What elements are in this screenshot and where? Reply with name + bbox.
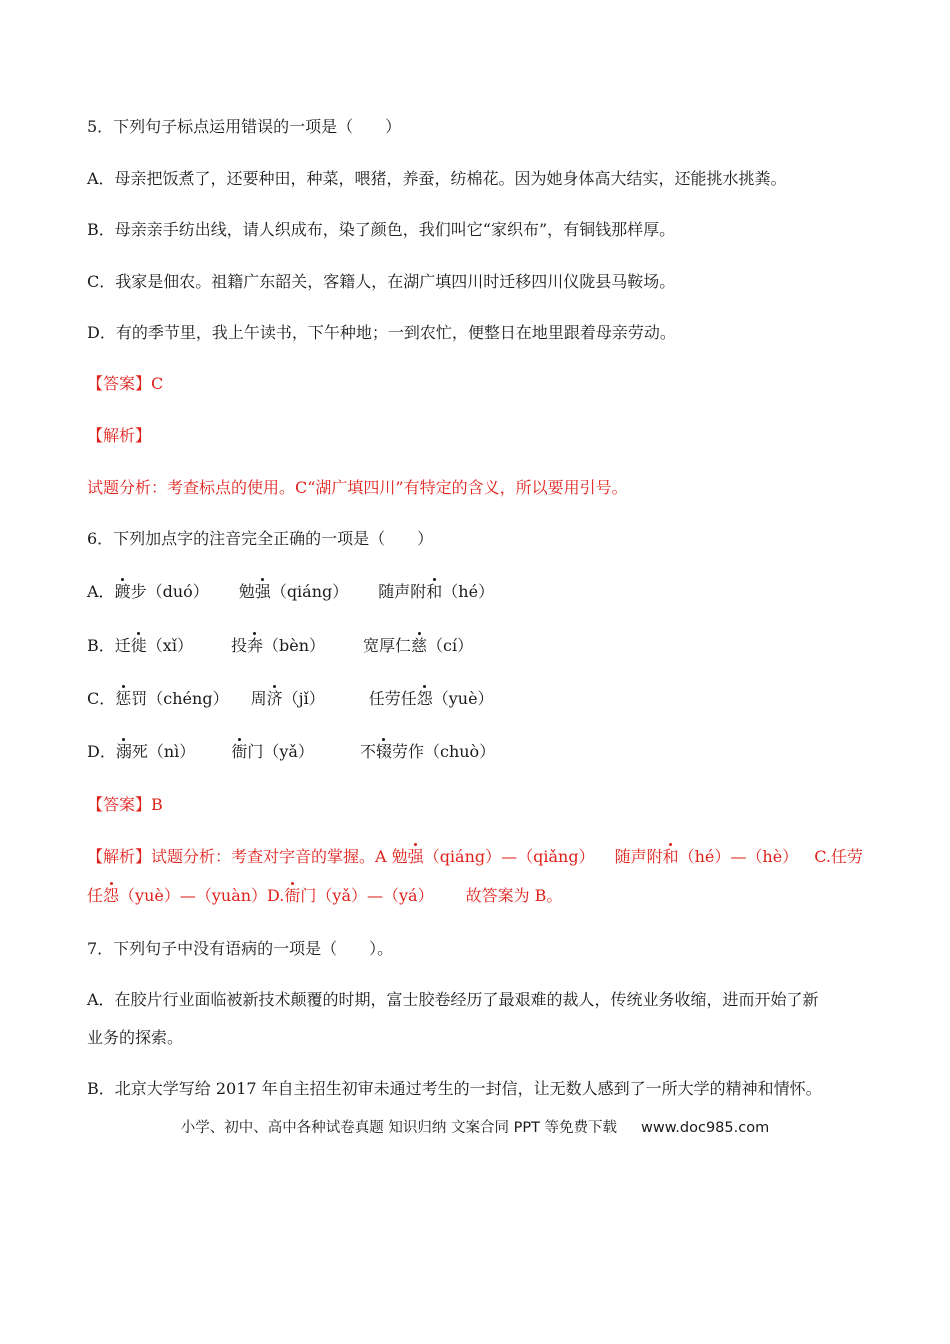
dotted-char: 强	[254, 582, 271, 601]
dotted-char: 和	[662, 847, 679, 866]
dotted-char: 怨	[103, 886, 120, 905]
q5-option-a: A．母亲把饭煮了，还要种田，种菜，喂猪，养蚕，纺棉花。因为她身体高大结实，还能挑水挑粪。	[87, 169, 787, 188]
analysis-label: 【解析】	[87, 847, 152, 866]
pinyin: （yuè）	[432, 689, 494, 708]
q6-analysis-line-1	[87, 847, 863, 867]
q5-option-b: B．母亲亲手纺出线，请人织成布，染了颜色，我们叫它“家织布”，有铜钱那样厚。	[87, 220, 676, 239]
analysis-text: 随声附	[614, 847, 663, 866]
q5-answer: 【答案】C	[87, 374, 164, 393]
q6-option-c	[87, 689, 494, 709]
q5-stem: 5．下列句子标点运用错误的一项是（ ）	[87, 117, 402, 136]
word-text: 投	[230, 636, 247, 655]
q7-option-a-line-2: 业务的探索。	[87, 1028, 184, 1047]
analysis-text: （yuè）—（yuàn）D.	[119, 886, 285, 905]
analysis-text: 试题分析：考查对字音的掌握。A 勉	[151, 847, 408, 866]
pinyin: （xǐ）	[146, 636, 193, 655]
word-text: 勉	[238, 582, 255, 601]
q7-option-a-line-1: A．在胶片行业面临被新技术颠覆的时期，富士胶卷经历了最艰难的裁人，传统业务收缩，进而开始了新	[87, 990, 819, 1009]
dotted-char: 怨	[416, 689, 433, 708]
word-text: 任劳任	[368, 689, 417, 708]
option-label: A．	[87, 582, 115, 601]
dotted-char: 衙	[284, 886, 301, 905]
word-text: 罚	[131, 689, 148, 708]
word-text: 迁	[114, 636, 131, 655]
word-text: 不	[359, 742, 376, 761]
dotted-char: 惩	[115, 689, 132, 708]
pinyin: （nì）	[147, 742, 196, 761]
dotted-char: 强	[407, 847, 424, 866]
dotted-char: 奔	[246, 636, 263, 655]
dotted-char: 衙	[231, 742, 248, 761]
word-text: 劳作	[391, 742, 424, 761]
q5-analysis: 试题分析：考查标点的使用。C“湖广填四川”有特定的含义，所以要用引号。	[87, 478, 628, 497]
q7-stem: 7．下列句子中没有语病的一项是（ ）。	[87, 939, 394, 958]
dotted-char: 慈	[411, 636, 428, 655]
q7-option-b: B．北京大学写给 2017 年自主招生初审未通过考生的一封信，让无数人感到了一所大学的精神和情怀。	[87, 1079, 822, 1098]
option-label: B．	[87, 636, 115, 655]
word-text: 门	[247, 742, 264, 761]
pinyin: （yǎ）	[263, 742, 314, 761]
q6-option-d	[87, 742, 495, 762]
q5-analysis-label: 【解析】	[87, 426, 152, 445]
page-footer	[0, 1116, 950, 1137]
footer-text: 小学、初中、高中各种试卷真题 知识归纳 文案合同 PPT 等免费下载	[180, 1120, 618, 1136]
dotted-char: 徙	[130, 636, 147, 655]
analysis-text: C.任劳	[814, 847, 863, 866]
word-text: 步	[130, 582, 147, 601]
q6-stem: 6．下列加点字的注音完全正确的一项是（ ）	[87, 529, 434, 548]
word-text: 周	[250, 689, 267, 708]
analysis-text: 门（yǎ）—（yá）	[300, 886, 434, 905]
analysis-text: 任	[87, 886, 104, 905]
analysis-text: （hé）—（hè）	[678, 847, 799, 866]
pinyin: （hé）	[442, 582, 495, 601]
analysis-text: （qiáng）—（qiǎng）	[423, 847, 595, 866]
dotted-char: 济	[266, 689, 283, 708]
word-text: 死	[131, 742, 148, 761]
q6-option-b	[87, 636, 473, 656]
footer-link[interactable]: www.doc985.com	[641, 1120, 770, 1136]
q6-analysis-line-2	[87, 886, 562, 906]
pinyin: （chéng）	[147, 689, 229, 708]
q6-answer: 【答案】B	[87, 795, 163, 814]
word-text: 宽厚仁	[363, 636, 412, 655]
option-label: D．	[87, 742, 116, 761]
pinyin: （cí）	[427, 636, 474, 655]
dotted-char: 辍	[375, 742, 392, 761]
q5-option-c: C．我家是佃农。祖籍广东韶关，客籍人，在湖广填四川时迁移四川仪陇县马鞍场。	[87, 272, 676, 291]
pinyin: （chuò）	[423, 742, 496, 761]
pinyin: （bèn）	[262, 636, 326, 655]
pinyin: （qiáng）	[270, 582, 349, 601]
q5-option-d: D．有的季节里，我上午读书，下午种地；一到农忙，便整日在地里跟着母亲劳动。	[87, 323, 676, 342]
word-text: 随声附	[378, 582, 427, 601]
dotted-char: 和	[426, 582, 443, 601]
pinyin: （duó）	[146, 582, 209, 601]
dotted-char: 踱	[114, 582, 131, 601]
pinyin: （jǐ）	[282, 689, 325, 708]
dotted-char: 溺	[115, 742, 132, 761]
option-label: C．	[87, 689, 116, 708]
analysis-text: 故答案为 B。	[465, 886, 563, 905]
q6-option-a	[87, 582, 494, 602]
